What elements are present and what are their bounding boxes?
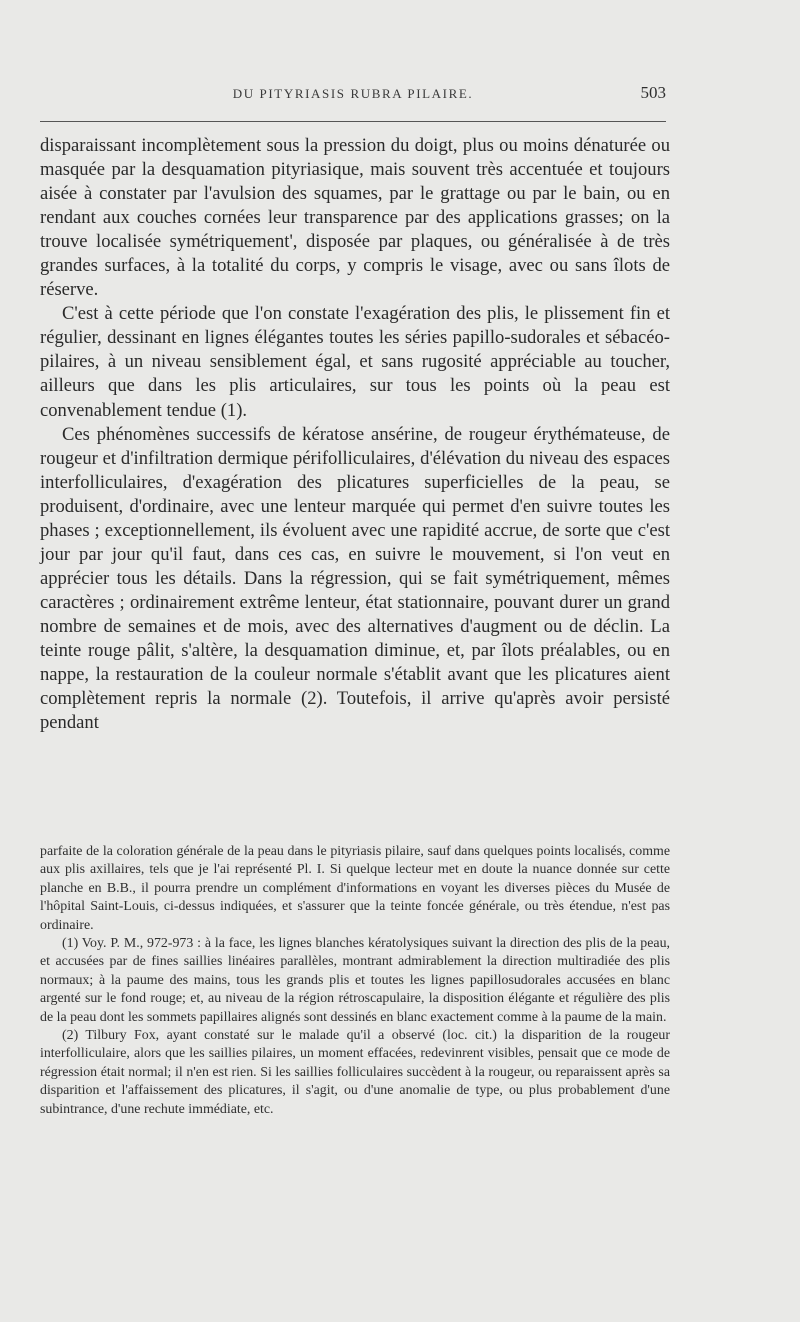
paragraph: disparaissant incomplètement sous la pression du doigt, plus ou moins dénaturée ou masquée par la desquamation pityriasique, mais souvent très accentuée et toujours aisée à constater par l'avulsion des squames, par le grattage ou par le bain, ou en rendant aux couches cornées leur transparence par des applications grasses; on la trouve localisée symétriquement', disposée par plaques, ou généralisée à de très grandes surfaces, à la totalité du corps, y compris le visage, avec ou sans îlots de réserve. xyxy=(40,135,670,301)
footnote: (1) Voy. P. M., 972-973 : à la face, les lignes blanches kératolysiques suivant la direction des plis de la peau, et accusées par de fines saillies linéaires parallèles, montrant admirablement la direction multiradiée des plis normaux; à la paume des mains, tous les grands plis et toutes les lignes papillosudorales accusées en blanc argenté sur le fond rouge; et, au niveau de la région rétroscapulaire, la disposition élégante et régulière des plis de la peau dont les sommets papillaires alignés sont dessinés en blanc exactement comme à la paume de la main. xyxy=(40,936,670,1025)
main-text xyxy=(40,134,670,735)
page-number: 503 xyxy=(640,83,666,102)
header-rule xyxy=(40,121,666,122)
footnote: (2) Tilbury Fox, ayant constaté sur le malade qu'il a observé (loc. cit.) la disparition de la rougeur interfolliculaire, alors que les saillies pilaires, un moment effacées, redevinrent visibles, pensait que ce mode de régression était normal; il n'en est rien. Si les saillies folliculaires succèdent à la rougeur, ou reparaissent après sa disparition et l'affaissement des plicatures, il s'agit, ou d'une anomalie de type, ou plus probablement d'une subintrance, d'une rechute immédiate, etc. xyxy=(40,1028,670,1117)
running-head xyxy=(40,83,666,110)
footnotes xyxy=(40,843,670,1119)
footnote: parfaite de la coloration générale de la peau dans le pityriasis pilaire, sauf dans quelques points localisés, comme aux plis axillaires, tels que je l'ai représenté Pl. I. Si quelque lecteur met en doute la nuance donnée sur cette planche en B.B., il pourra prendre un complément d'informations en voyant les diverses pièces du Musée de l'hôpital Saint-Louis, ci-dessus indiquées, et s'assurer que la teinte foncée générale, ou très étendue, n'est pas ordinaire. xyxy=(40,844,670,933)
running-title: DU PITYRIASIS RUBRA PILAIRE. xyxy=(232,86,474,101)
paragraph: Ces phénomènes successifs de kératose ansérine, de rougeur érythémateuse, de rougeur et d'infiltration dermique périfolliculaires, d'élévation du niveau des espaces interfolliculaires, d'exagération des plicatures superficielles de la peau, se produisent, d'ordinaire, avec une lenteur marquée qui permet d'en suivre toutes les phases ; exceptionnellement, ils évoluent avec une rapidité accrue, de sorte que c'est jour par jour qu'il faut, dans ces cas, en suivre le mouvement, si l'on veut en apprécier tous les détails. Dans la régression, qui se fait symétriquement, mêmes caractères ; ordinairement extrême lenteur, état stationnaire, pouvant durer un grand nombre de semaines et de mois, avec des alternatives d'augment ou de déclin. La teinte rouge pâlit, s'altère, la desquamation diminue, et, par îlots préalables, ou en nappe, la restauration de la couleur normale s'établit avant que les plicatures aient complètement repris la normale (2). Toutefois, il arrive qu'après avoir persisté pendant xyxy=(40,423,670,734)
paragraph: C'est à cette période que l'on constate l'exagération des plis, le plissement fin et régulier, dessinant en lignes élégantes toutes les séries papillo-sudorales et sébacéo-pilaires, à un niveau sensiblement égal, et sans rugosité appréciable au toucher, ailleurs que dans les plis articulaires, sur tous les points où la peau est convenablement tendue (1). xyxy=(40,303,670,421)
